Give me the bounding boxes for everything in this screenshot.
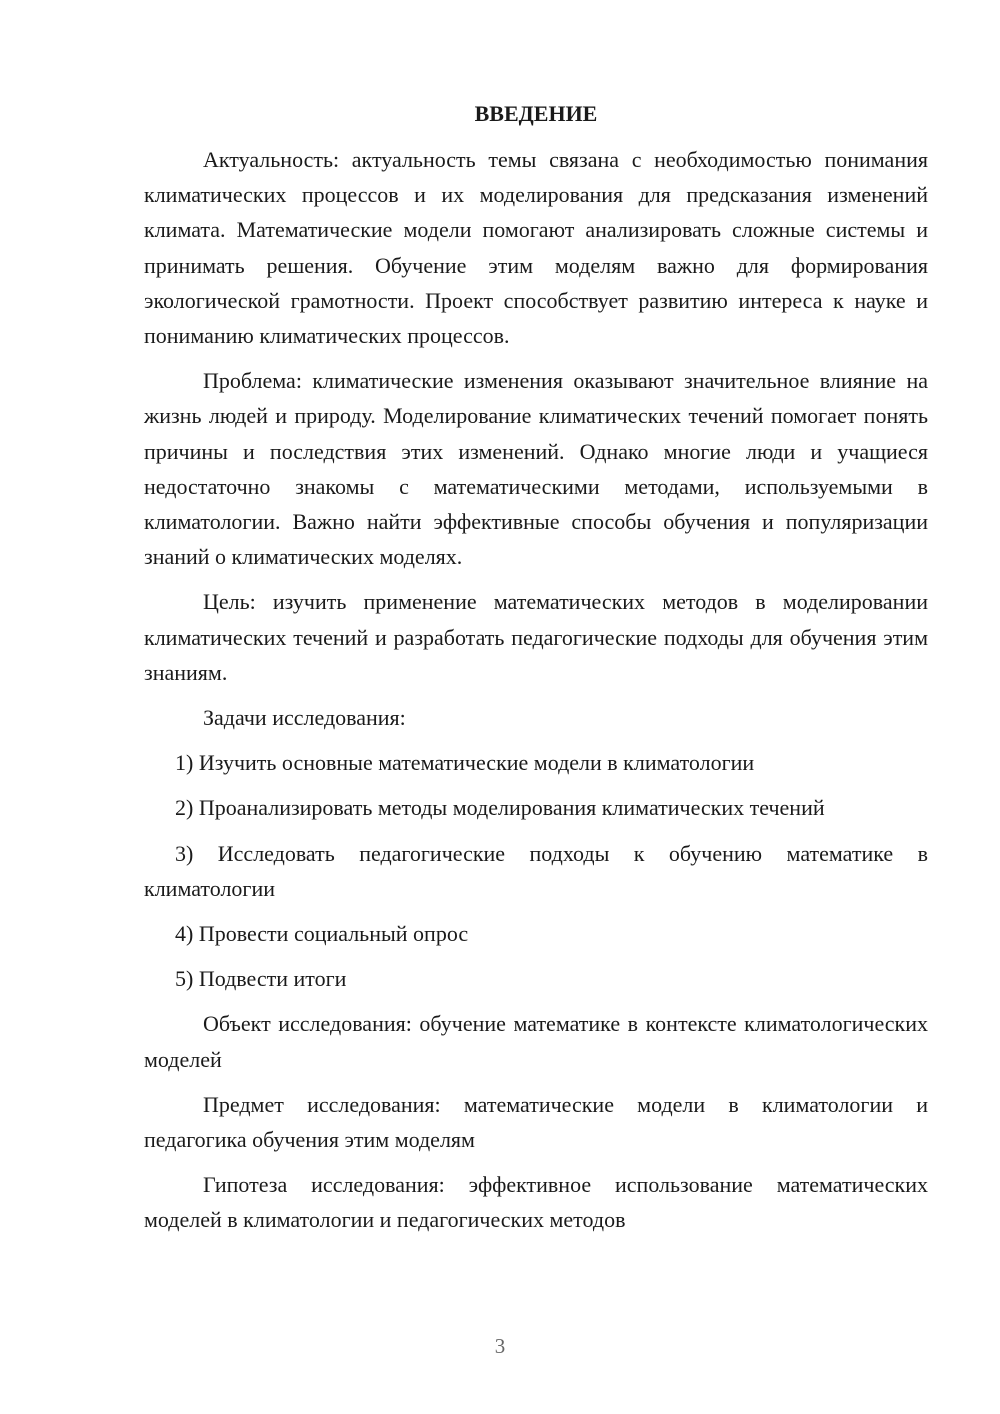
- task-item: 2) Проанализировать методы моделирования климатических течений: [175, 795, 825, 821]
- section-title: ВВЕДЕНИЕ: [474, 101, 598, 126]
- tasks-heading: Задачи исследования:: [203, 705, 406, 731]
- object-paragraph: Объект исследования: обучение математике в контексте климатологических моделей: [144, 1011, 928, 1072]
- task-item: 3) Исследовать педагогические подходы к обучению математике в климатологии: [144, 840, 928, 901]
- problem-paragraph: Проблема: климатические изменения оказывают значительное влияние на жизнь людей и природу. Моделирование климатических течений помогает понять причины и последствия этих изменений. Однако многие люди и учащиеся недостаточно знакомы с математическими методами, используемыми в климатологии. Важно найти эффективные способы обучения и популяризации знаний о климатических моделях.: [144, 368, 928, 570]
- task-item: 1) Изучить основные математические модели в климатологии: [175, 750, 755, 776]
- page-number: 3: [494, 1334, 506, 1358]
- relevance-paragraph: Актуальность: актуальность темы связана с необходимостью понимания климатических процессов и их моделирования для предсказания изменений климата. Математические модели помогают анализировать сложные системы и принимать решения. Обучение этим моделям важно для формирования экологической грамотности. Проект способствует развитию интереса к науке и пониманию климатических процессов.: [144, 147, 928, 349]
- task-item: 5) Подвести итоги: [175, 966, 347, 992]
- goal-paragraph: Цель: изучить применение математических методов в моделировании климатических течений и разработать педагогические подходы для обучения этим знаниям.: [144, 589, 928, 685]
- tasks-list: [144, 745, 928, 996]
- page-content: [144, 96, 928, 1248]
- subject-paragraph: Предмет исследования: математические модели в климатологии и педагогика обучения этим моделям: [144, 1091, 928, 1153]
- hypothesis-paragraph: Гипотеза исследования: эффективное использование математических моделей в климатологии и педагогических методов: [144, 1172, 928, 1233]
- task-item: 4) Провести социальный опрос: [175, 921, 469, 947]
